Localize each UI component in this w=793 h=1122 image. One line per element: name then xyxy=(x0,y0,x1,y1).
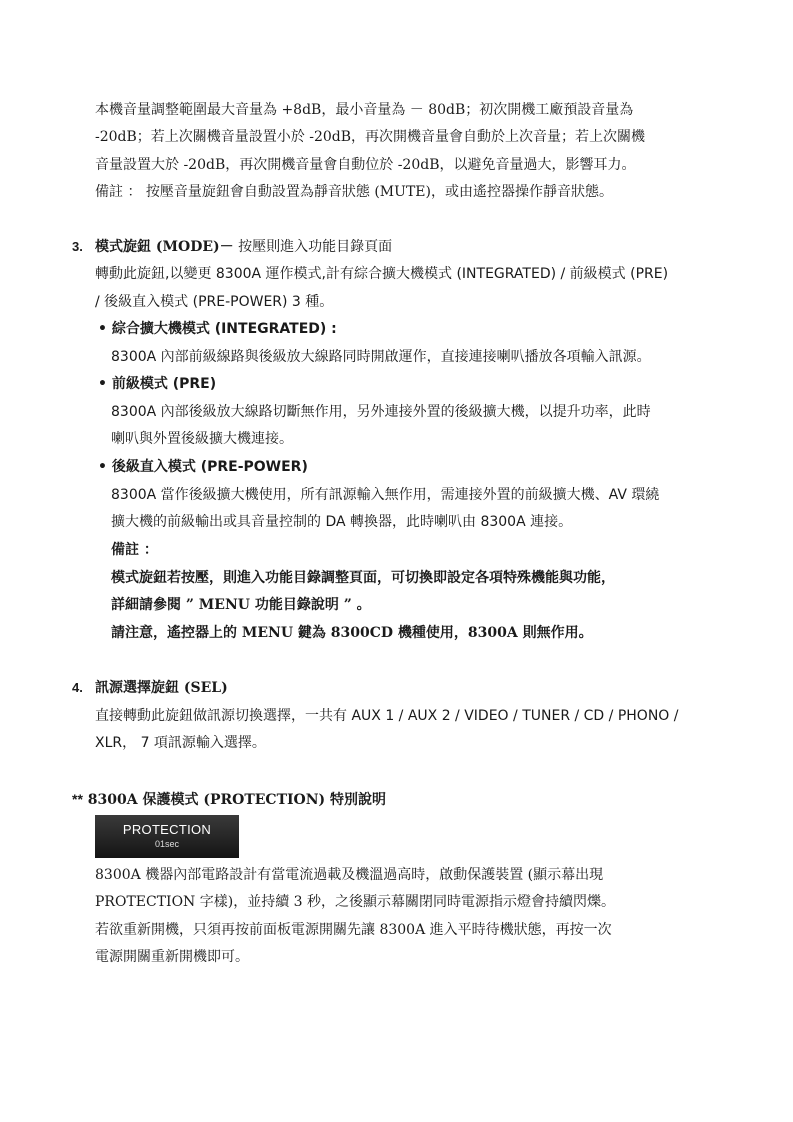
mode-item-pre xyxy=(98,374,216,394)
heading-subtitle: 按壓則進入功能目錄頁面 xyxy=(233,239,393,255)
mode-description: 8300A 內部後級放大線路切斷無作用，另外連接外置的後級擴大機，以提升功率，此時 xyxy=(111,404,651,420)
source-text-line: 直接轉動此旋鈕做訊源切換選擇，一共有 AUX 1 / AUX 2 / VIDEO / TUNER / CD / PHONO / xyxy=(95,708,679,724)
volume-text-line: 本機音量調整範圍最大音量為 +8dB，最小音量為 － 80dB；初次開機工廠預設音量為 xyxy=(95,102,634,118)
note-line: 詳細請參閱 ” MENU 功能目錄說明 ” 。 xyxy=(111,597,371,613)
bullet-icon: • xyxy=(98,321,107,337)
protection-display-image xyxy=(95,815,239,858)
section-number: 4. xyxy=(72,680,83,695)
mode-description: 擴大機的前級輸出或具音量控制的 DA 轉換器，此時喇叭由 8300A 連接。 xyxy=(111,514,573,530)
heading-title: 模式旋鈕 (MODE)－ xyxy=(95,239,234,255)
mode-description: 8300A 內部前級線路與後級放大線路同時開啟運作，直接連接喇叭播放各項輸入訊源。 xyxy=(111,349,651,365)
protection-text-line: 若欲重新開機，只須再按前面板電源開關先讓 8300A 進入平時待機狀態，再按一次 xyxy=(95,922,612,938)
bullet-icon: • xyxy=(98,376,107,392)
mode-description: 8300A 當作後級擴大機使用，所有訊源輸入無作用，需連接外置的前級擴大機、AV 環繞 xyxy=(111,487,660,503)
display-timer: 01sec xyxy=(154,839,180,849)
mode-description: 喇叭與外置後級擴大機連接。 xyxy=(111,431,293,447)
source-text-line: XLR， 7 項訊源輸入選擇。 xyxy=(95,735,266,751)
protection-text-line: 電源開關重新開機即可。 xyxy=(95,949,249,965)
mode-item-integrated xyxy=(98,319,337,339)
heading-title: 8300A 保護模式 (PROTECTION) 特別說明 xyxy=(82,792,387,808)
intro-line: / 後級直入模式 (PRE-POWER) 3 種。 xyxy=(95,294,334,310)
mode-title: 綜合擴大機模式 (INTEGRATED) : xyxy=(111,321,337,337)
section-number: 3. xyxy=(72,239,83,254)
heading-prefix: ** xyxy=(72,791,83,807)
intro-line: 轉動此旋鈕,以變更 8300A 運作模式,計有綜合擴大機模式 (INTEGRATED) / 前級模式 (PRE) xyxy=(95,266,669,282)
note-title: 備註 ： xyxy=(111,542,158,558)
mode-title: 後級直入模式 (PRE-POWER) xyxy=(111,459,308,475)
bullet-icon: • xyxy=(98,459,107,475)
mode-item-pre-power xyxy=(98,457,308,477)
volume-text-line: 音量設置大於 -20dB，再次開機音量會自動位於 -20dB，以避免音量過大，影響耳力。 xyxy=(95,157,636,173)
protection-heading xyxy=(72,789,386,809)
volume-text-line: -20dB；若上次關機音量設置小於 -20dB，再次開機音量會自動於上次音量；若上次關機 xyxy=(95,129,646,145)
protection-text-line: 8300A 機器內部電路設計有當電流過載及機溫過高時，啟動保護裝置 (顯示幕出現 xyxy=(95,867,604,883)
section-heading xyxy=(95,237,392,257)
display-title: PROTECTION xyxy=(122,822,212,837)
mode-title: 前級模式 (PRE) xyxy=(111,376,217,392)
section-heading: 訊源選擇旋鈕 (SEL) xyxy=(95,680,228,696)
protection-text-line: PROTECTION 字樣)，並持續 3 秒，之後顯示幕關閉同時電源指示燈會持續閃爍。 xyxy=(95,894,616,910)
note-line: 模式旋鈕若按壓，則進入功能目錄調整頁面，可切換即設定各項特殊機能與功能， xyxy=(111,570,615,586)
note-line: 請注意，遙控器上的 MENU 鍵為 8300CD 機種使用，8300A 則無作用。 xyxy=(111,625,593,641)
volume-note: 備註 ： 按壓音量旋鈕會自動設置為靜音狀態 (MUTE)，或由遙控器操作靜音狀態。 xyxy=(95,184,613,200)
